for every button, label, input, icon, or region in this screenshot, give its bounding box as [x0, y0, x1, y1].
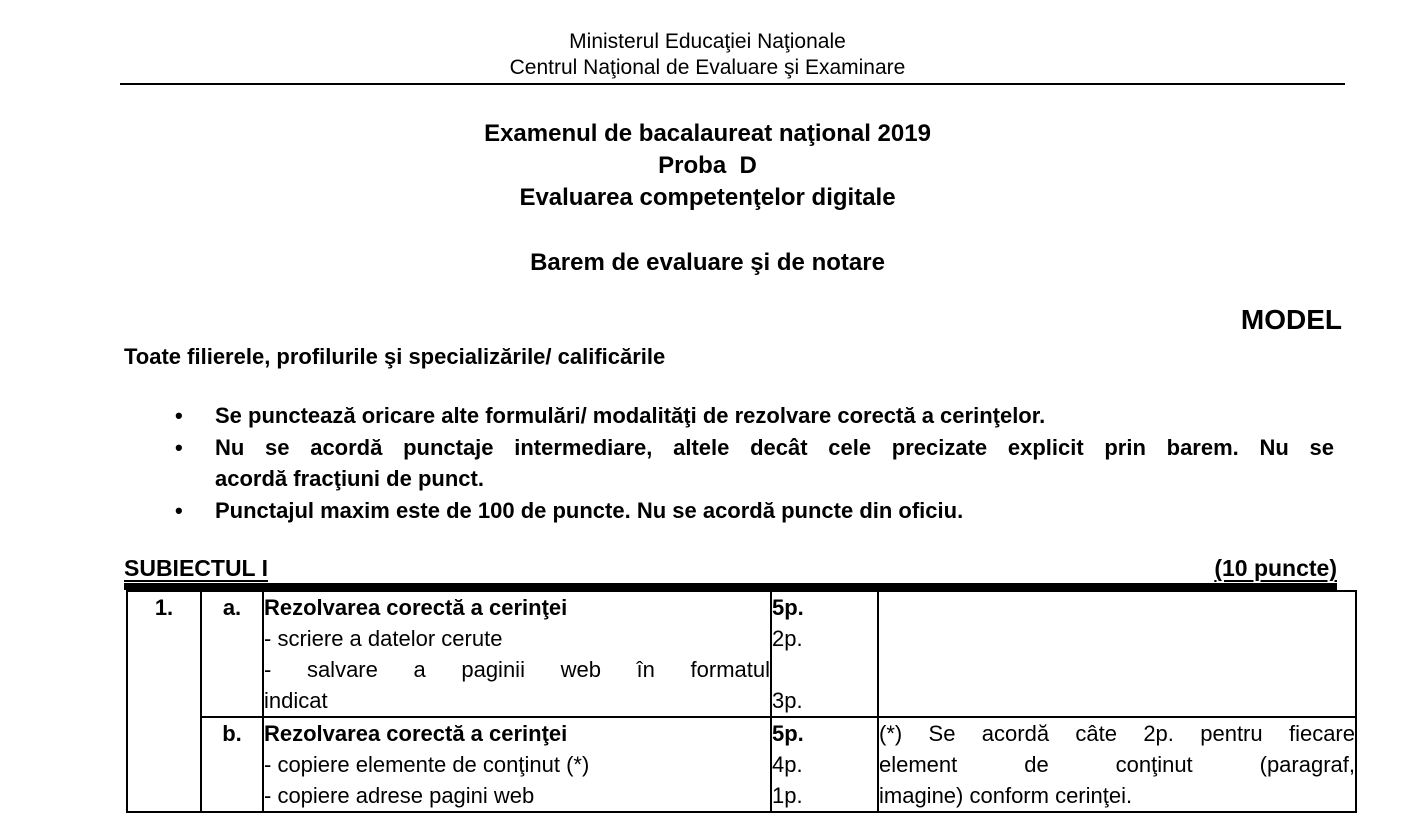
note-line: Se punctează oricare alte formulări/ modalităţi de rezolvare corectă a cerinţelor. [215, 403, 1046, 428]
scope-line: Toate filierele, profilurile şi specializările/ calificările [124, 344, 666, 369]
note-cell-line [879, 592, 1355, 623]
ministry-name: Ministerul Educaţiei Naţionale [569, 30, 846, 53]
grading-table [126, 590, 1357, 813]
list-item [124, 400, 1334, 432]
note-cell-line: element de conţinut (paragraf, [879, 752, 1355, 777]
note-cell [878, 717, 1356, 812]
points-line: 5p. [772, 721, 804, 746]
table-row [127, 591, 1356, 717]
points-line: 3p. [772, 688, 803, 713]
exam-proba: Proba D [658, 152, 757, 179]
model-label: MODEL [1240, 304, 1342, 335]
section-points: (10 puncte) [1214, 555, 1337, 581]
list-item [124, 432, 1334, 495]
note-line: Nu se acordă punctaje intermediare, altele decât cele precizate explicit prin barem. Nu se [215, 434, 1334, 460]
points-cell [771, 717, 878, 812]
criteria-line: indicat [264, 688, 328, 713]
criteria-line: Rezolvarea corectă a cerinţei [264, 595, 568, 620]
item-letter-cell [201, 591, 263, 717]
criteria-line: - salvare a paginii web în formatul [264, 657, 770, 682]
note-cell-line: imagine) conform cerinţei. [879, 783, 1133, 808]
points-line: 2p. [772, 626, 803, 651]
item-number: 1. [154, 595, 174, 620]
section-heading [124, 555, 1337, 590]
note-line: Punctajul maxim este de 100 de puncte. Nu se acordă puncte din oficiu. [215, 497, 964, 523]
evaluation-center-name: Centrul Naţional de Evaluare şi Examinare [509, 56, 906, 79]
bullet-icon: • [175, 434, 183, 460]
criteria-cell [263, 717, 771, 812]
section-title: SUBIECTUL I [124, 555, 268, 581]
exam-title: Examenul de bacalaureat naţional 2019 [484, 120, 931, 147]
item-letter-cell [201, 717, 263, 812]
points-line: 5p. [772, 595, 804, 620]
exam-title-block [0, 118, 1415, 214]
doc-header [0, 29, 1415, 81]
barem-title: Barem de evaluare şi de notare [530, 249, 885, 276]
item-letter: a. [222, 595, 242, 620]
points-cell [771, 591, 878, 717]
note-line: acordă fracţiuni de punct. [215, 466, 484, 491]
criteria-cell [263, 591, 771, 717]
exam-subject: Evaluarea competenţelor digitale [519, 184, 896, 211]
item-letter: b. [222, 721, 242, 746]
bullet-icon: • [175, 497, 183, 523]
points-line [772, 654, 877, 685]
item-number-cell [127, 591, 201, 812]
points-line: 4p. [772, 752, 803, 777]
note-cell-line: (*) Se acordă câte 2p. pentru fiecare [879, 721, 1355, 746]
notes-list [124, 400, 1334, 526]
criteria-line: - scriere a datelor cerute [264, 626, 503, 651]
list-item [124, 495, 1334, 527]
header-divider [120, 83, 1345, 85]
criteria-line: - copiere elemente de conţinut (*) [264, 752, 590, 777]
criteria-line: Rezolvarea corectă a cerinţei [264, 721, 568, 746]
criteria-line: - copiere adrese pagini web [264, 783, 535, 808]
note-cell [878, 591, 1356, 717]
points-line: 1p. [772, 783, 803, 808]
table-row [127, 717, 1356, 812]
bullet-icon: • [175, 403, 183, 428]
